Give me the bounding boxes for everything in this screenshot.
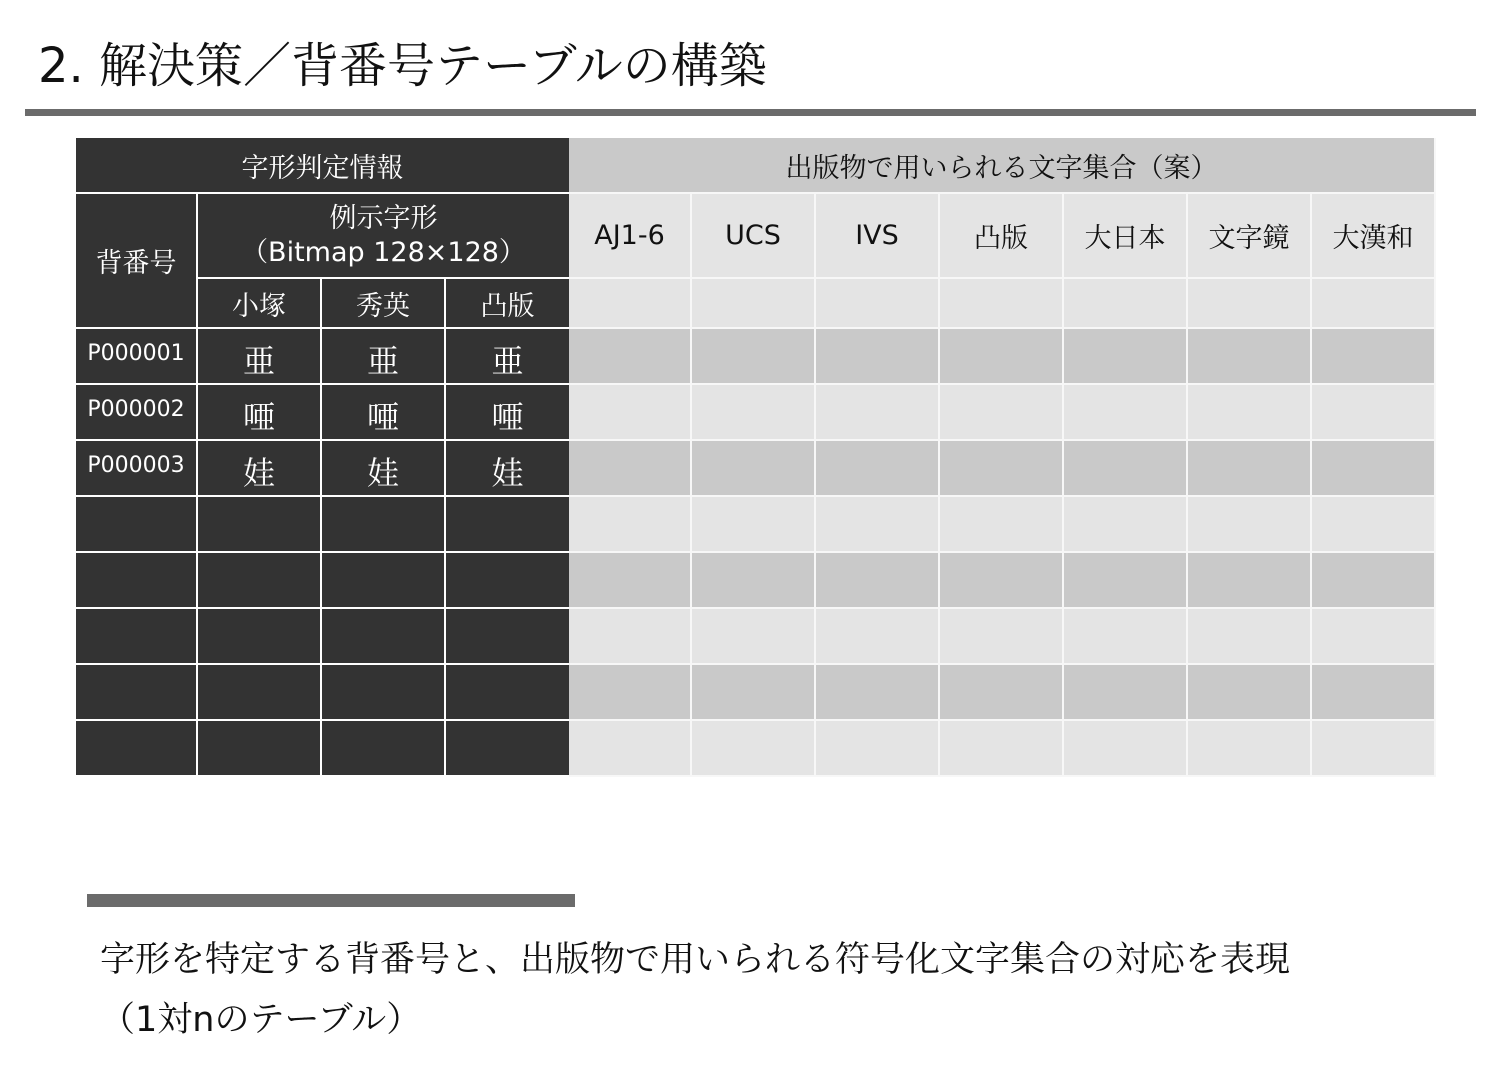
example-glyph-cell: 娃 (322, 441, 446, 497)
charset-value-cell (1312, 609, 1436, 665)
charset-value-cell (816, 553, 940, 609)
example-glyph-cell: 唖 (322, 385, 446, 441)
example-glyph-cell (322, 665, 446, 721)
example-glyph-cell (198, 665, 322, 721)
charset-value-cell (1064, 441, 1188, 497)
example-glyph-cell (198, 721, 322, 777)
charset-value-cell (816, 385, 940, 441)
charset-value-cell (1312, 385, 1436, 441)
charset-value-cell (692, 553, 816, 609)
charset-value-cell (816, 441, 940, 497)
charset-value-cell (1188, 721, 1312, 777)
charset-value-cell (940, 553, 1064, 609)
charset-value-cell (1312, 721, 1436, 777)
font-column-header: 小塚 (198, 279, 322, 329)
charset-value-cell (569, 329, 692, 385)
charset-column-header: AJ1-6 (569, 194, 692, 279)
charset-value-cell (1064, 721, 1188, 777)
charset-value-cell (1064, 665, 1188, 721)
charset-value-cell (816, 329, 940, 385)
glyph-info-group-header: 字形判定情報 (76, 138, 569, 194)
summary-divider (87, 894, 575, 907)
example-glyph-cell: 娃 (198, 441, 322, 497)
charset-column-header: 大漢和 (1312, 194, 1436, 279)
charset-value-cell (692, 721, 816, 777)
charset-subheader-cell (816, 279, 940, 329)
charset-value-cell (1188, 385, 1312, 441)
summary-text (100, 930, 1290, 1050)
example-glyph-header-line2: （Bitmap 128×128） (241, 236, 526, 268)
example-glyph-cell (446, 609, 569, 665)
charset-value-cell (1188, 665, 1312, 721)
charset-subheader-cell (1064, 279, 1188, 329)
row-id-cell: P000002 (76, 385, 198, 441)
charset-subheader-cell (569, 279, 692, 329)
charset-column-header: IVS (816, 194, 940, 279)
charset-value-cell (1064, 609, 1188, 665)
charset-column-header: 文字鏡 (1188, 194, 1312, 279)
charset-value-cell (569, 665, 692, 721)
charset-value-cell (569, 441, 692, 497)
row-id-cell (76, 609, 198, 665)
charset-value-cell (692, 497, 816, 553)
example-glyph-cell: 亜 (446, 329, 569, 385)
charset-value-cell (940, 497, 1064, 553)
example-glyph-cell (322, 609, 446, 665)
charset-value-cell (1064, 497, 1188, 553)
row-id-cell: P000001 (76, 329, 198, 385)
example-glyph-header-line1: 例示字形 (329, 202, 438, 234)
charset-value-cell (816, 721, 940, 777)
charset-value-cell (569, 609, 692, 665)
example-glyph-cell (446, 721, 569, 777)
charset-value-cell (569, 721, 692, 777)
charset-group-header: 出版物で用いられる文字集合（案） (569, 138, 1436, 194)
example-glyph-cell (322, 553, 446, 609)
charset-value-cell (940, 441, 1064, 497)
charset-value-cell (940, 385, 1064, 441)
row-id-cell (76, 553, 198, 609)
charset-value-cell (569, 553, 692, 609)
charset-value-cell (692, 441, 816, 497)
example-glyph-cell: 亜 (322, 329, 446, 385)
charset-value-cell (1188, 441, 1312, 497)
charset-subheader-cell (1312, 279, 1436, 329)
charset-value-cell (1064, 329, 1188, 385)
charset-value-cell (1188, 497, 1312, 553)
charset-column-header: 凸版 (940, 194, 1064, 279)
charset-value-cell (1188, 553, 1312, 609)
example-glyph-cell (198, 497, 322, 553)
example-glyph-cell (446, 497, 569, 553)
example-glyph-cell (198, 553, 322, 609)
title-divider (25, 109, 1476, 116)
charset-value-cell (940, 665, 1064, 721)
slide-title: 2. 解決策／背番号テーブルの構築 (38, 38, 767, 94)
charset-value-cell (1064, 385, 1188, 441)
row-id-cell (76, 497, 198, 553)
example-glyph-cell: 唖 (198, 385, 322, 441)
example-glyph-cell (322, 721, 446, 777)
example-glyph-cell: 娃 (446, 441, 569, 497)
charset-value-cell (569, 497, 692, 553)
charset-value-cell (1188, 329, 1312, 385)
charset-value-cell (692, 385, 816, 441)
id-mapping-table (76, 138, 1436, 777)
charset-subheader-cell (940, 279, 1064, 329)
charset-column-header: 大日本 (1064, 194, 1188, 279)
example-glyph-cell (198, 609, 322, 665)
charset-subheader-cell (692, 279, 816, 329)
id-column-header: 背番号 (76, 194, 198, 329)
charset-value-cell (940, 721, 1064, 777)
charset-value-cell (692, 329, 816, 385)
charset-value-cell (1312, 665, 1436, 721)
charset-value-cell (1188, 609, 1312, 665)
row-id-cell (76, 721, 198, 777)
charset-value-cell (816, 497, 940, 553)
row-id-cell: P000003 (76, 441, 198, 497)
example-glyph-cell (446, 553, 569, 609)
summary-line-2: （1対nのテーブル） (100, 1000, 422, 1040)
charset-value-cell (692, 609, 816, 665)
charset-column-header: UCS (692, 194, 816, 279)
charset-value-cell (816, 665, 940, 721)
charset-subheader-cell (1188, 279, 1312, 329)
example-glyph-header (198, 194, 569, 279)
font-column-header: 秀英 (322, 279, 446, 329)
charset-value-cell (940, 609, 1064, 665)
charset-value-cell (1064, 553, 1188, 609)
example-glyph-cell: 亜 (198, 329, 322, 385)
summary-line-1: 字形を特定する背番号と、出版物で用いられる符号化文字集合の対応を表現 (100, 940, 1291, 980)
charset-value-cell (692, 665, 816, 721)
charset-value-cell (1312, 553, 1436, 609)
charset-value-cell (940, 329, 1064, 385)
example-glyph-cell (446, 665, 569, 721)
charset-value-cell (816, 609, 940, 665)
charset-value-cell (569, 385, 692, 441)
row-id-cell (76, 665, 198, 721)
example-glyph-cell: 唖 (446, 385, 569, 441)
charset-value-cell (1312, 441, 1436, 497)
font-column-header: 凸版 (446, 279, 569, 329)
charset-value-cell (1312, 497, 1436, 553)
charset-value-cell (1312, 329, 1436, 385)
example-glyph-cell (322, 497, 446, 553)
